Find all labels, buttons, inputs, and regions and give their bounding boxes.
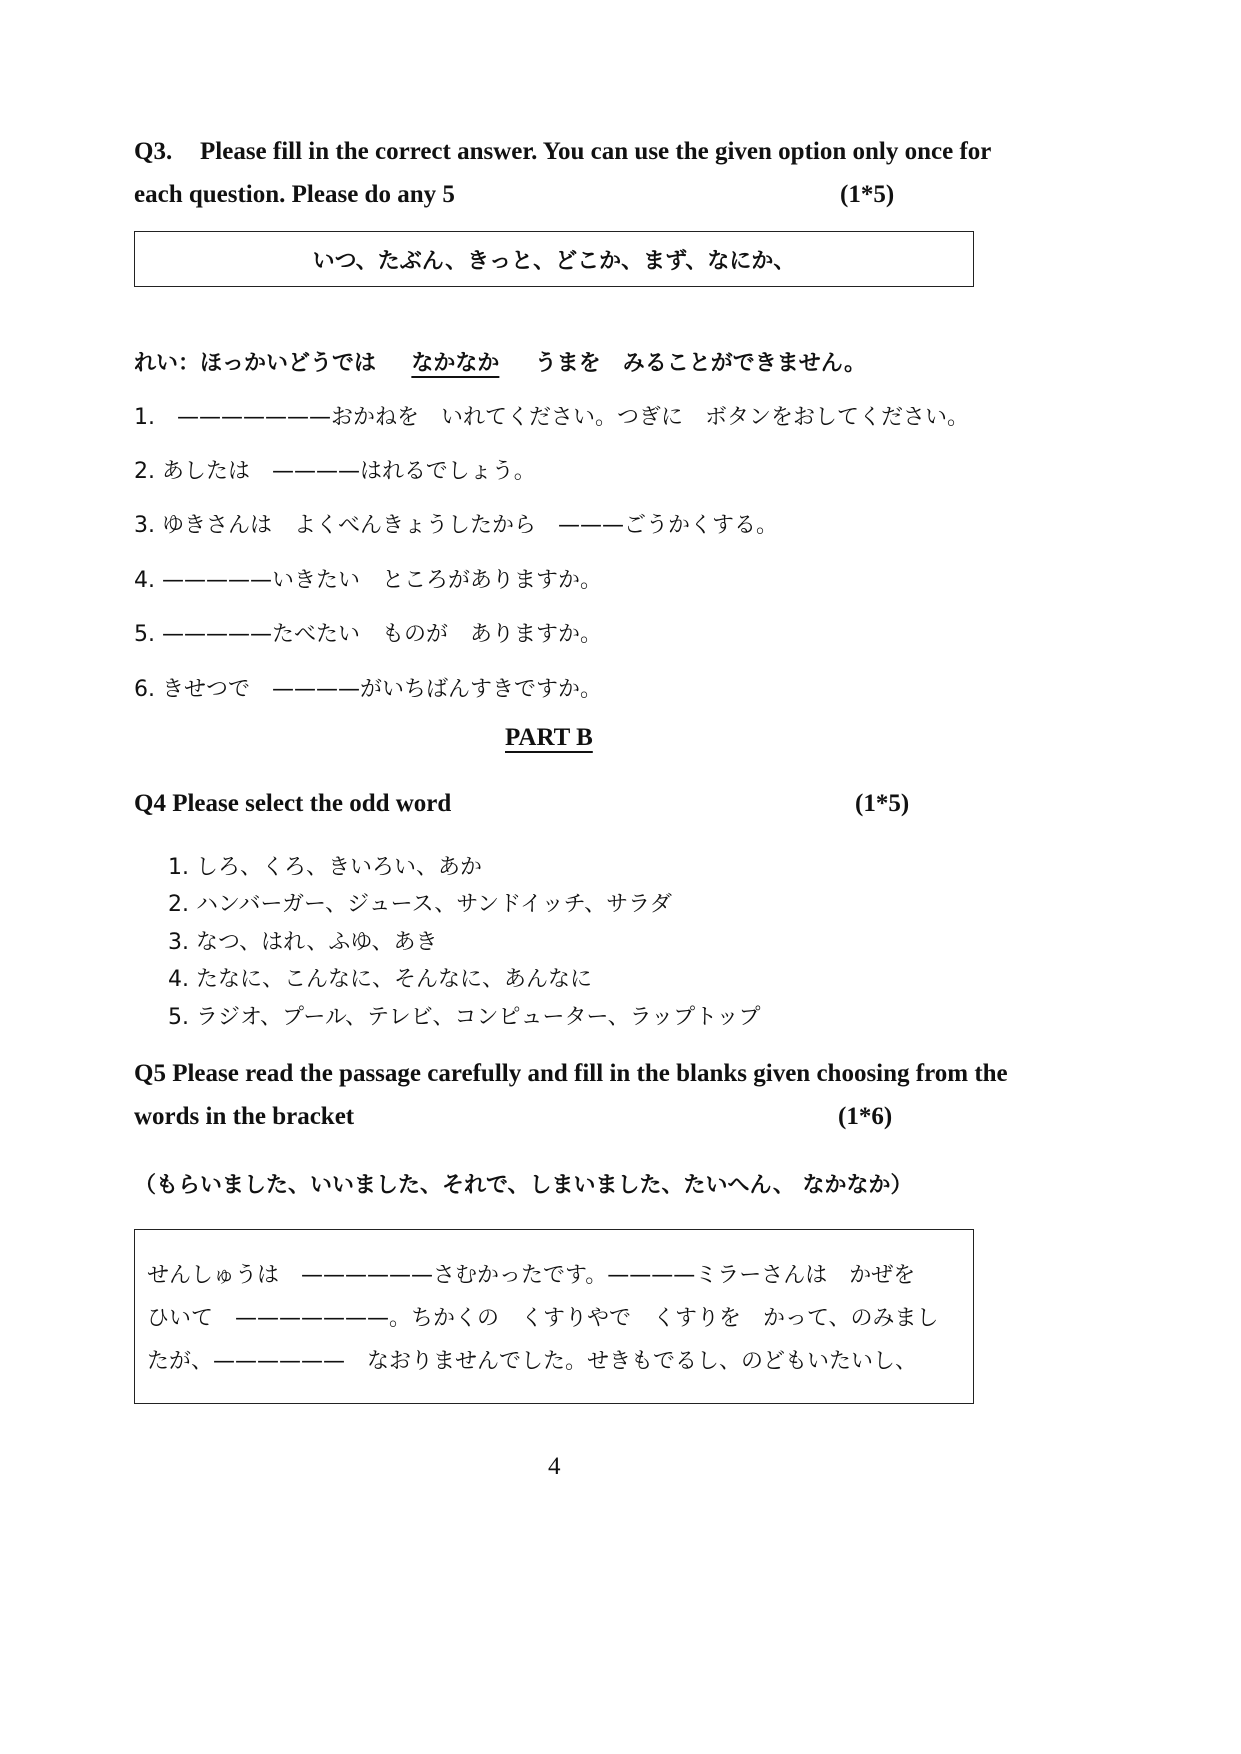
- q3-item: 3. ゆきさんは よくべんきょうしたから ———ごうかくする。: [134, 513, 778, 538]
- q3-item: 5. —————たべたい ものが ありますか。: [134, 622, 602, 647]
- q5-marks: (1*6): [838, 1103, 893, 1130]
- q4-item: 4. たなに、こんなに、そんなに、あんなに: [168, 967, 592, 992]
- q3-options: いつ、たぶん、きっと、どこか、まず、なにか、: [312, 249, 796, 274]
- q4-item: 1. しろ、くろ、きいろい、あか: [168, 855, 482, 880]
- q4-marks: (1*5): [855, 790, 910, 817]
- q3-title-line1: Please fill in the correct answer. You can use the given option only once for: [200, 138, 992, 165]
- passage-line: ひいて ———————。ちかくの くすりやで くすりを かって、のみまし: [147, 1306, 939, 1331]
- q3-title-line2: each question. Please do any 5: [134, 181, 455, 208]
- q5-title-line2: words in the bracket: [134, 1103, 355, 1130]
- q3-marks: (1*5): [840, 181, 895, 208]
- q3-options-box: [134, 231, 974, 287]
- q5-bracket-options: （もらいました、いいました、それで、しまいました、たいへん、 なかなか）: [134, 1173, 913, 1198]
- passage-line: たが、—————— なおりませんでした。せきもでるし、のどもいたいし、: [147, 1349, 918, 1374]
- part-b-heading: PART B: [505, 724, 593, 751]
- q3-number: Q3.: [134, 138, 173, 165]
- q3-item: 2. あしたは ————はれるでしょう。: [134, 459, 536, 484]
- q5-passage-box: [134, 1229, 974, 1404]
- q5-title-line1: Q5 Please read the passage carefully and fill in the blanks given choosing from the: [134, 1060, 1008, 1087]
- page-number: 4: [548, 1453, 561, 1480]
- q4-item: 5. ラジオ、プール、テレビ、コンピューター、ラップトップ: [168, 1005, 761, 1030]
- q3-item: 4. —————いきたい ところがありますか。: [134, 568, 602, 593]
- passage-line: せんしゅうは ——————さむかったです。————ミラーさんは かぜを: [147, 1263, 916, 1288]
- q4-title: Q4 Please select the odd word: [134, 790, 452, 817]
- q3-item: 6. きせつで ————がいちばんすきですか。: [134, 677, 602, 702]
- example-answer: なかなか: [411, 351, 500, 376]
- example-label: れい：ほっかいどうでは: [134, 351, 377, 376]
- q4-item: 3. なつ、はれ、ふゆ、あき: [168, 930, 438, 955]
- q4-item: 2. ハンバーガー、ジュース、サンドイッチ、サラダ: [168, 892, 672, 917]
- q3-example: [134, 346, 866, 377]
- q3-item: 1. ———————おかねを いれてください。つぎに ボタンをおしてください。: [134, 405, 969, 430]
- example-rest: うまを みることができません。: [534, 351, 867, 376]
